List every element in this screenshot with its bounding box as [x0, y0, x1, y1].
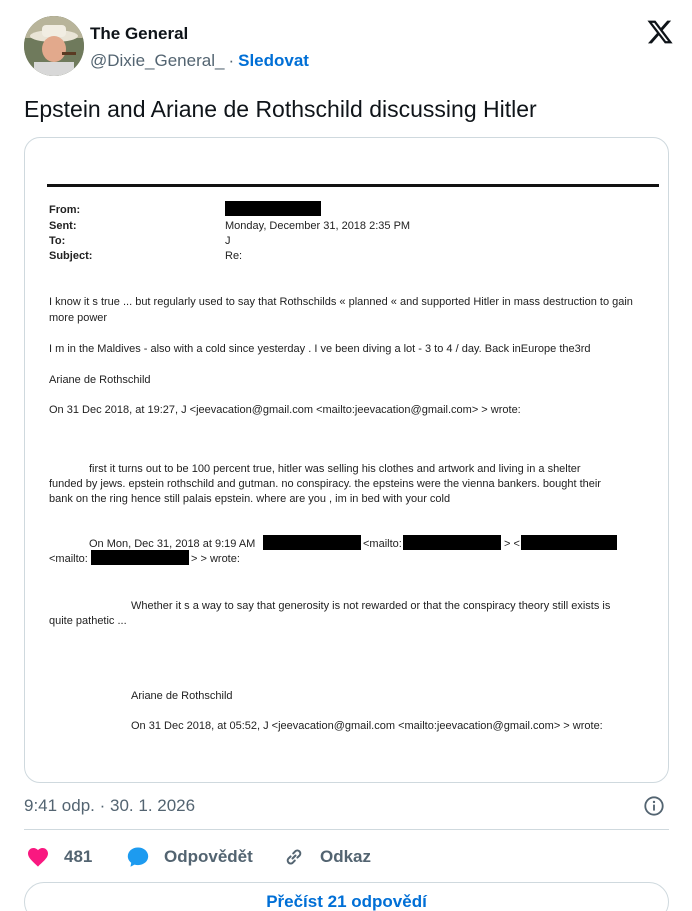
- author-handle[interactable]: @Dixie_General_: [90, 51, 225, 70]
- subject-label: Subject:: [49, 250, 93, 262]
- avatar[interactable]: [24, 16, 84, 76]
- doc-line: funded by jews. epstein rothschild and gutman. no conspiracy. the epsteins were the vienna bankers. bought their: [49, 478, 601, 490]
- divider: [24, 829, 669, 830]
- doc-line: <mailto:: [49, 553, 88, 565]
- like-button[interactable]: [26, 843, 92, 871]
- doc-line: more power: [49, 312, 108, 324]
- doc-line: I know it s true ... but regularly used to say that Rothschilds « planned « and supported Hitler in mass destruction to gain: [49, 296, 633, 308]
- doc-line: <mailto:: [363, 538, 402, 550]
- heart-icon: [26, 845, 50, 869]
- subject-value: Re:: [225, 250, 243, 262]
- doc-line: > > wrote:: [191, 553, 240, 565]
- doc-line: On Mon, Dec 31, 2018 at 9:19 AM: [89, 538, 256, 550]
- tweet-media[interactable]: [24, 137, 669, 783]
- doc-line: Whether it s a way to say that generosity is not rewarded or that the conspiracy theory still exists is: [131, 600, 611, 612]
- sent-value: Monday, December 31, 2018 2:35 PM: [225, 220, 411, 232]
- redaction: [403, 535, 501, 550]
- doc-line: bank on the ring hence still palais epstein. where are you , im in bed with your cold: [49, 493, 451, 505]
- tweet-header: [24, 16, 674, 78]
- tweet-timestamp[interactable]: 9:41 odp. · 30. 1. 2026: [24, 796, 196, 815]
- author-name[interactable]: The General: [90, 24, 189, 43]
- like-count: 481: [64, 847, 93, 866]
- doc-line: first it turns out to be 100 percent true, hitler was selling his clothes and artwork and living in a shelter: [89, 463, 581, 475]
- link-icon: [282, 845, 306, 869]
- redaction: [225, 201, 321, 216]
- sent-label: Sent:: [49, 220, 77, 232]
- to-value: J: [225, 235, 231, 247]
- tweet-actions: [24, 843, 669, 871]
- reply-button[interactable]: [126, 843, 253, 871]
- author-line: [90, 51, 309, 71]
- copy-link-button[interactable]: [282, 843, 371, 871]
- x-logo-icon[interactable]: [646, 18, 674, 46]
- email-document: [25, 138, 669, 783]
- follow-button[interactable]: Sledovat: [238, 51, 309, 70]
- read-replies-button[interactable]: Přečíst 21 odpovědí: [24, 882, 669, 911]
- from-label: From:: [49, 204, 81, 216]
- to-label: To:: [49, 235, 66, 247]
- document-rule: [47, 184, 659, 187]
- tweet-text: Epstein and Ariane de Rothschild discussing Hitler: [24, 96, 537, 122]
- speech-bubble-icon: [126, 845, 150, 869]
- redaction: [263, 535, 361, 550]
- doc-line: Ariane de Rothschild: [49, 374, 151, 386]
- doc-line: I m in the Maldives - also with a cold since yesterday . I ve been diving a lot - 3 to 4 / day. Back inEurope the3rd: [49, 343, 591, 355]
- doc-line: > <: [504, 538, 520, 550]
- redaction: [521, 535, 617, 550]
- separator: ·: [228, 51, 235, 70]
- link-label: Odkaz: [320, 847, 372, 866]
- reply-label: Odpovědět: [164, 847, 253, 866]
- doc-line: On 31 Dec 2018, at 05:52, J <jeevacation@gmail.com <mailto:jeevacation@gmail.com> > wrote:: [131, 720, 603, 732]
- info-icon[interactable]: [643, 795, 665, 817]
- doc-line: On 31 Dec 2018, at 19:27, J <jeevacation@gmail.com <mailto:jeevacation@gmail.com> > wrote:: [49, 404, 521, 416]
- doc-line: Ariane de Rothschild: [131, 690, 233, 702]
- avatar-photo: [24, 16, 84, 76]
- redaction: [91, 550, 189, 565]
- doc-line: quite pathetic ...: [49, 615, 127, 627]
